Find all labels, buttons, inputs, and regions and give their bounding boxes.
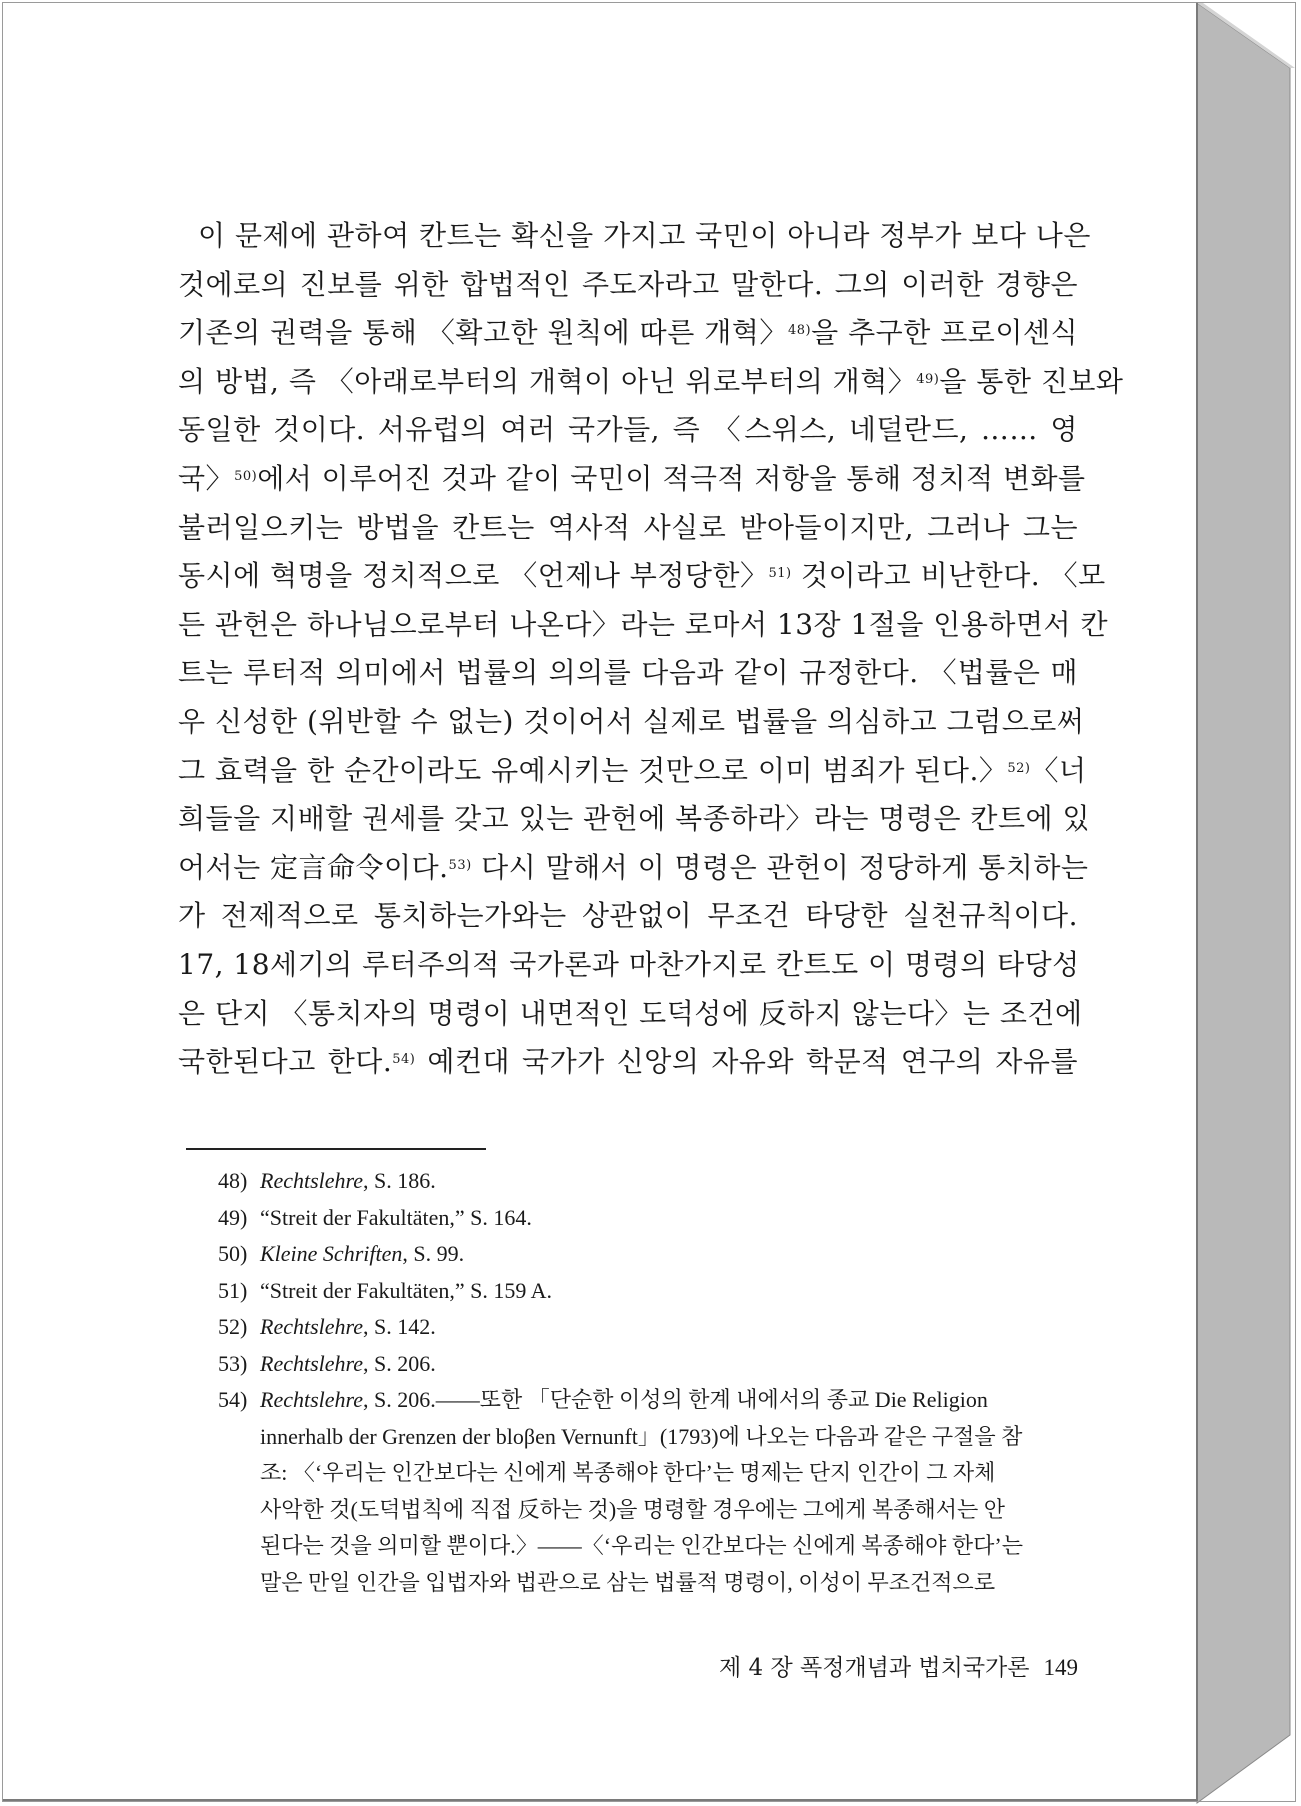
footnote-line: 사악한 것(도덕법칙에 직접 反하는 것)을 명령할 경우에는 그에게 복종해서는 안 <box>260 1496 1005 1522</box>
text-line: 국〉$^{50)}$에서 이루어진 것과 같이 국민이 적극적 저항을 통해 정치적 변화를 <box>178 461 1086 495</box>
footnote-54 <box>218 1382 1078 1601</box>
footnote-number: 54) <box>218 1387 248 1412</box>
footnote-ref: 51) <box>768 566 792 582</box>
footnote-53 <box>218 1346 1078 1383</box>
footnote-separator <box>186 1148 486 1150</box>
footnote-number: 48) <box>218 1168 248 1193</box>
text-line: 가 전제적으로 통치하는가와는 상관없이 무조건 타당한 실천규칙이다. <box>178 899 1078 933</box>
footnote-text: “Streit der Fakultäten,” S. 159 A. <box>260 1277 553 1303</box>
text-line: 어서는 定言命令이다.$^{53)}$ 다시 말해서 이 명령은 관헌이 정당하게 통치하는 <box>178 850 1089 884</box>
footnote-number: 49) <box>218 1204 248 1230</box>
footnote-number: 50) <box>218 1241 248 1266</box>
text-line: 트는 루터적 의미에서 법률의 의의를 다음과 같이 규정한다. 〈법률은 매 <box>178 656 1078 690</box>
footnote-text: , S. 206. <box>363 1350 436 1376</box>
text-line: 우 신성한 (위반할 수 없는) 것이어서 실제로 법률을 의심하고 그럼으로써 <box>178 704 1085 738</box>
text-line: 이 문제에 관하여 칸트는 확신을 가지고 국민이 아니라 정부가 보다 나은 <box>198 219 1091 252</box>
footnote-line: innerhalb der Grenzen der bloβen Vernunft」(1793)에 나오는 다음과 같은 구절을 참 <box>260 1423 1023 1449</box>
text-line: 불러일으키는 방법을 칸트는 역사적 사실로 받아들이지만, 그러나 그는 <box>178 510 1078 544</box>
footnote-ref: 48) <box>787 323 812 339</box>
footnote-48 <box>218 1163 1078 1200</box>
text-line: 의 방법, 즉 〈아래로부터의 개혁이 아닌 위로부터의 개혁〉$^{49)}$을 통한 진보와 <box>178 364 1124 398</box>
footnote-title: Rechtslehre <box>260 1168 364 1193</box>
text-line: 든 관헌은 하나님으로부터 나온다〉라는 로마서 13장 1절을 인용하면서 칸 <box>178 607 1108 641</box>
footnote-number: 52) <box>218 1314 248 1339</box>
footnote-text: , S. 99. <box>402 1241 465 1266</box>
footnote-number: 53) <box>218 1350 248 1376</box>
footnote-50 <box>218 1236 1078 1273</box>
page-number: 149 <box>1043 1655 1078 1680</box>
footnote-title: Rechtslehre <box>260 1350 364 1376</box>
text-line: 국한된다고 한다.$^{54)}$ 예컨대 국가가 신앙의 자유와 학문적 연구의 자유를 <box>178 1045 1078 1079</box>
text-line: 그 효력을 한 순간이라도 유예시키는 것만으로 이미 범죄가 된다.〉$^{52)}$〈너 <box>178 753 1087 787</box>
footnote-text: “Streit der Fakultäten,” S. 164. <box>260 1204 532 1230</box>
body-paragraph <box>178 212 1124 1087</box>
text-line: 은 단지 〈통치자의 명령이 내면적인 도덕성에 反하지 않는다〉는 조건에 <box>178 996 1083 1030</box>
footnote-ref: 49) <box>916 371 940 387</box>
footnote-title: Rechtslehre <box>260 1314 364 1339</box>
footnote-line: 말은 만일 인간을 입법자와 법관으로 삼는 법률적 명령이, 이성이 무조건적으로 <box>260 1569 996 1595</box>
text-line: 동시에 혁명을 정치적으로 〈언제나 부정당한〉$^{51)}$ 것이라고 비난한다. 〈모 <box>178 559 1106 593</box>
footnote-text: , S. 142. <box>363 1314 436 1339</box>
footnote-line: 조: 〈‘우리는 인간보다는 신에게 복종해야 한다’는 명제는 단지 인간이 그 자체 <box>260 1460 996 1485</box>
footnote-number: 51) <box>218 1277 248 1303</box>
text-line: 17, 18세기의 루터주의적 국가론과 마찬가지로 칸트도 이 명령의 타당성 <box>178 947 1080 981</box>
footnote-title: Rechtslehre <box>260 1387 364 1412</box>
text-line: 기존의 권력을 통해 〈확고한 원칙에 따른 개혁〉$^{48)}$을 추구한 프로이센식 <box>178 316 1078 350</box>
footnote-52 <box>218 1309 1078 1346</box>
running-footer <box>686 1649 1078 1682</box>
text-line: 희들을 지배할 권세를 갖고 있는 관헌에 복종하라〉라는 명령은 칸트에 있 <box>178 802 1090 836</box>
footnote-line: 된다는 것을 의미할 뿐이다.〉――〈‘우리는 인간보다는 신에게 복종해야 한다’는 <box>260 1533 1023 1558</box>
footnote-ref: 53) <box>448 857 472 873</box>
footnote-ref: 52) <box>1007 760 1031 776</box>
footnote-49 <box>218 1200 1078 1237</box>
footnote-51 <box>218 1273 1078 1310</box>
footnotes <box>218 1163 1078 1601</box>
footnote-line: Rechtslehre, S. 206.――또한 「단순한 이성의 한계 내에서의 종교 Die Religion <box>260 1387 988 1412</box>
footnote-ref: 50) <box>234 468 258 484</box>
footnote-ref: 54) <box>392 1052 416 1068</box>
footnote-text: , S. 186. <box>363 1168 436 1193</box>
text-line: 것에로의 진보를 위한 합법적인 주도자라고 말한다. 그의 이러한 경향은 <box>178 267 1078 301</box>
footnote-title: Kleine Schriften <box>260 1241 403 1266</box>
chapter-title: 제 4 장 폭정개념과 법치국가론 <box>719 1655 1030 1681</box>
text-line: 동일한 것이다. 서유럽의 여러 국가들, 즉 〈스위스, 네덜란드, …… 영 <box>178 413 1078 447</box>
